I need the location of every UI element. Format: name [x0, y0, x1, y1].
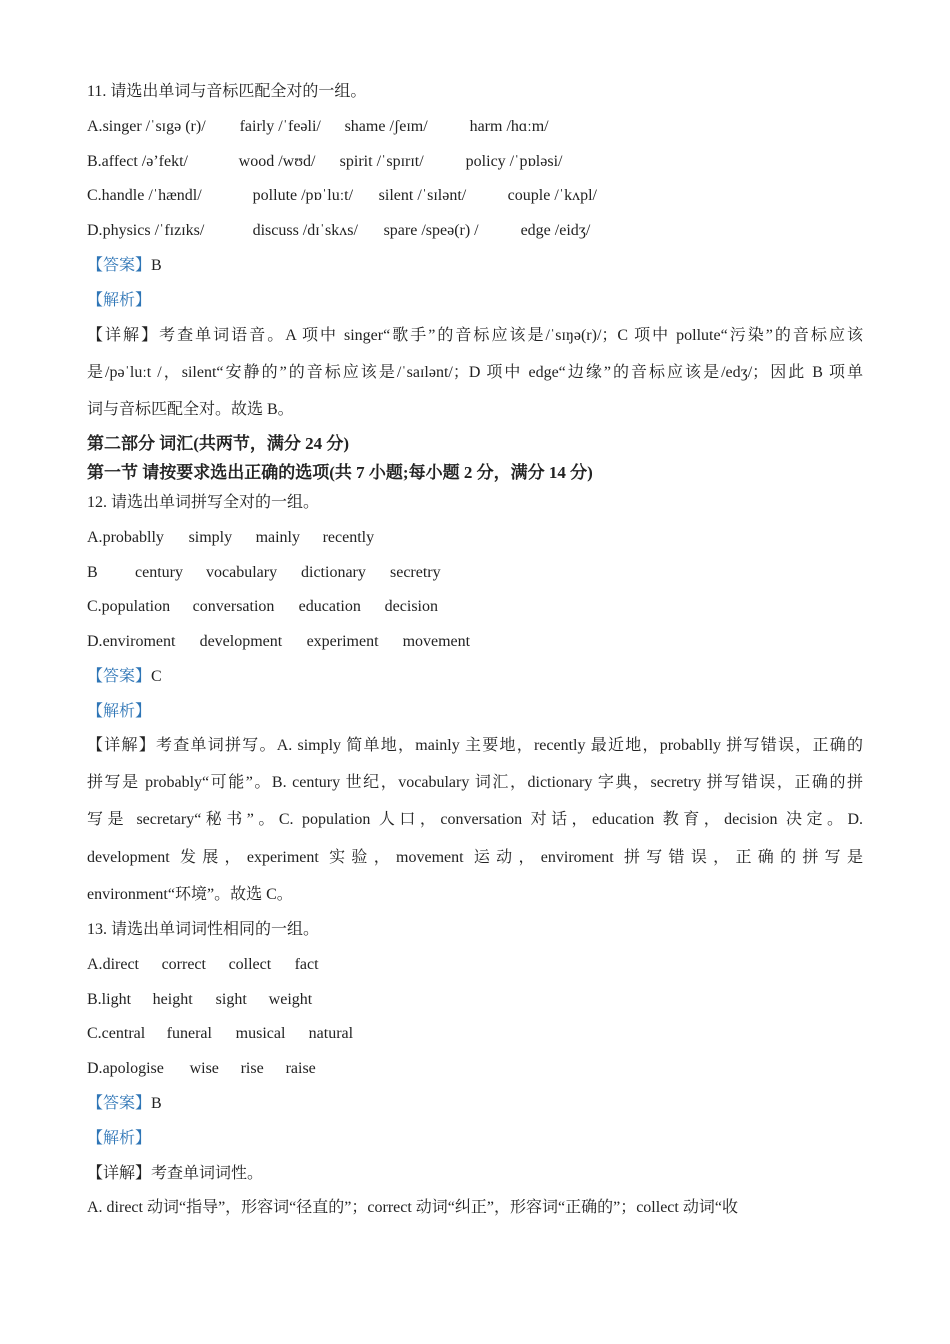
analysis-tag: 【解析】 [87, 1130, 152, 1147]
option-item: discuss /dɪˈskʌs/ [252, 222, 358, 239]
detail-tag: 【详解】 [87, 737, 156, 754]
q12-detail-line-5: environment“环境”。故选 C。 [87, 886, 293, 903]
option-item: mainly [255, 529, 300, 546]
option-item: decision [384, 598, 438, 615]
option-item: recently [322, 529, 375, 546]
option-item: harm /hɑːm/ [469, 118, 549, 135]
q12-option-a: A.probablly simply mainly recently [87, 529, 375, 546]
q13-title: 13. 请选出单词词性相同的一组。 [87, 921, 320, 938]
option-item: wood /wʊd/ [238, 153, 316, 170]
option-item: spirit /ˈspɪrɪt/ [339, 153, 424, 170]
q11-title: 11. 请选出单词与音标匹配全对的一组。 [87, 83, 367, 100]
q12-analysis [87, 702, 151, 722]
q13-option-b: B.light height sight weight [87, 991, 313, 1008]
option-item: conversation [192, 598, 275, 615]
answer-value: C [151, 668, 162, 685]
option-item: raise [285, 1060, 316, 1077]
answer-value: B [151, 1095, 162, 1112]
q13-detail-line-2: A. direct 动词“指导”，形容词“径直的”；correct 动词“纠正”，形容词“正确的”；collect 动词“收 [87, 1199, 738, 1216]
option-item: light [101, 991, 132, 1008]
option-item: couple /ˈkʌpl/ [507, 187, 597, 204]
option-item: weight [268, 991, 313, 1008]
q12-title: 12. 请选出单词拼写全对的一组。 [87, 494, 320, 511]
option-item: fact [294, 956, 319, 973]
q13-option-a: A.direct correct collect fact [87, 956, 319, 973]
option-item: simply [188, 529, 233, 546]
option-item: rise [240, 1060, 264, 1077]
q11-analysis [87, 291, 151, 311]
option-item: correct [161, 956, 206, 973]
detail-tag: 【详解】 [87, 1165, 152, 1182]
q11-option-d: D.physics /ˈfɪzɪks/ discuss /dɪˈskʌs/ spare /speə(r) / edge /eidʒ/ [87, 222, 591, 239]
option-item: affect /ə’fekt/ [101, 153, 188, 170]
option-item: wise [189, 1060, 219, 1077]
option-item: spare /speə(r) / [383, 222, 479, 239]
option-item: century [135, 564, 183, 581]
q13-detail: 【详解】考查单词词性。 [87, 1165, 264, 1182]
answer-tag: 【答案】 [87, 668, 152, 685]
option-item: secretry [390, 564, 441, 581]
q12-detail-line-2: 拼写是 probably“可能”。B. century 世纪，vocabulary 词汇，dictionary 字典，secretry 拼写错误，正确的拼 [87, 774, 863, 791]
answer-tag: 【答案】 [87, 1095, 152, 1112]
option-item: enviroment [102, 633, 176, 650]
q12-option-d: D.enviroment development experiment movement [87, 633, 471, 650]
option-item: physics /ˈfɪzɪks/ [102, 222, 205, 239]
option-item: shame /ʃeɪm/ [344, 118, 428, 135]
q12-option-b: B century vocabulary dictionary secretry [87, 564, 441, 581]
option-item: sight [215, 991, 247, 1008]
option-item: pollute /pɒˈluːt/ [252, 187, 354, 204]
option-item: development [199, 633, 283, 650]
option-item: education [298, 598, 361, 615]
option-item: natural [308, 1025, 354, 1042]
detail-tag: 【详解】 [87, 327, 160, 344]
option-item: experiment [306, 633, 379, 650]
section-heading: 第二部分 词汇(共两节，满分 24 分) [87, 434, 350, 453]
q11-option-c: C.handle /ˈhændl/ pollute /pɒˈluːt/ silent /ˈsɪlənt/ couple /ˈkʌpl/ [87, 187, 597, 204]
q13-option-c: C.central funeral musical natural [87, 1025, 354, 1042]
q12-detail-line-1: 【详解】考查单词拼写。A. simply 简单地，mainly 主要地，recently 最近地，probablly 拼写错误，正确的 [87, 737, 863, 754]
option-item: handle /ˈhændl/ [101, 187, 202, 204]
answer-value: B [151, 257, 162, 274]
option-item: movement [402, 633, 471, 650]
q12-detail-line-3: 写是 secretary“秘书”。C. population 人口，conversation 对话，education 教育，decision 决定。D. [87, 811, 863, 828]
option-item: vocabulary [206, 564, 278, 581]
option-item: height [152, 991, 193, 1008]
option-item: silent /ˈsɪlənt/ [378, 187, 467, 204]
q11-answer [87, 256, 162, 276]
q12-answer [87, 667, 162, 687]
option-item: central [101, 1025, 146, 1042]
q11-option-a: A.singer /ˈsɪgə (r)/ fairly /ˈfeəli/ shame /ʃeɪm/ harm /hɑːm/ [87, 118, 549, 135]
option-item: musical [235, 1025, 286, 1042]
option-item: probablly [102, 529, 164, 546]
q11-detail-line-1: 【详解】考查单词语音。A 项中 singer“歌手”的音标应该是/ˈsɪŋə(r)/；C 项中 pollute“污染”的音标应该 [87, 327, 863, 344]
answer-tag: 【答案】 [87, 257, 152, 274]
q13-analysis [87, 1129, 151, 1149]
q12-detail-line-4: development 发展，experiment 实验，movement 运动，enviroment 拼写错误，正确的拼写是 [87, 849, 863, 866]
option-item: funeral [166, 1025, 212, 1042]
option-item: fairly /ˈfeəli/ [239, 118, 321, 135]
q11-option-b: B.affect /ə’fekt/ wood /wʊd/ spirit /ˈspɪrɪt/ policy /ˈpɒləsi/ [87, 153, 563, 170]
analysis-tag: 【解析】 [87, 703, 152, 720]
option-item: singer /ˈsɪgə (r)/ [102, 118, 206, 135]
option-item: collect [228, 956, 272, 973]
option-item: edge /eidʒ/ [520, 222, 591, 239]
option-item: direct [102, 956, 139, 973]
option-item: dictionary [301, 564, 366, 581]
option-item: policy /ˈpɒləsi/ [465, 153, 563, 170]
section-subheading: 第一节 请按要求选出正确的选项(共 7 小题;每小题 2 分，满分 14 分) [87, 463, 593, 482]
q13-option-d: D.apologise wise rise raise [87, 1060, 316, 1077]
q11-detail-line-3: 词与音标匹配全对。故选 B。 [87, 401, 294, 418]
q13-answer [87, 1094, 162, 1114]
option-item: population [101, 598, 171, 615]
analysis-tag: 【解析】 [87, 292, 152, 309]
q11-detail-line-2: 是/pəˈluːt /，silent“安静的”的音标应该是/ˈsaɪlənt/；D 项中 edge“边缘”的音标应该是/edʒ/；因此 B 项单 [87, 364, 863, 381]
q12-option-c: C.population conversation education decision [87, 598, 438, 615]
option-item: apologise [102, 1060, 164, 1077]
